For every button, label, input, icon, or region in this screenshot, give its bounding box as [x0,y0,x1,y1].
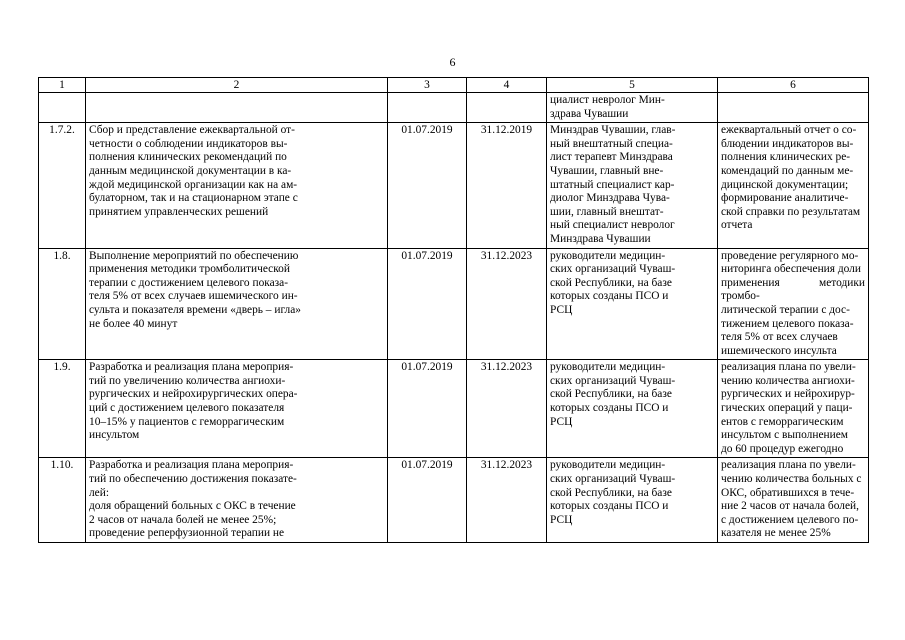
activities-table [38,77,869,543]
table-row [39,248,869,360]
end-date-cell: 31.12.2023 [467,360,547,458]
result-cell [718,93,869,123]
row-number: 1.10. [39,458,86,543]
end-date-cell: 31.12.2023 [467,248,547,360]
responsible-cell: циалист невролог Мин- здрава Чувашии [547,93,718,123]
start-date-cell [388,93,467,123]
activity-cell [86,93,388,123]
responsible-cell: руководители медицин- ских организаций Чуваш- ской Республики, на базе которых созданы ПСО и РСЦ [547,458,718,543]
start-date-cell: 01.07.2019 [388,123,467,248]
table-row [39,360,869,458]
row-number: 1.9. [39,360,86,458]
header-col-1: 1 [39,78,86,93]
header-col-2: 2 [86,78,388,93]
activity-cell: Разработка и реализация плана мероприя- тий по обеспечению достижения показате- лей: доля обращений больных с ОКС в течение 2 часов от начала болей не менее 25%; проведение реперфузионной терапии не [86,458,388,543]
header-col-4: 4 [467,78,547,93]
activity-cell: Выполнение мероприятий по обеспечению применения методики тромболитической терапии с достижением целевого показа- теля 5% от всех случаев ишемического ин- сульта и показателя времени «дверь – игла» не более 40 минут [86,248,388,360]
result-cell: проведение регулярного мо- ниторинга обеспечения доли применения методики тромбо- литической терапии с дос- тижением целевого показа- теля 5% от всех случаев ишемического инсульта [718,248,869,360]
responsible-cell: руководители медицин- ских организаций Чуваш- ской Республики, на базе которых созданы ПСО и РСЦ [547,248,718,360]
result-cell: реализация плана по увели- чению количества больных с ОКС, обратившихся в тече- ние 2 часов от начала болей, с достижением целевого по- казателя не менее 25% [718,458,869,543]
start-date-cell: 01.07.2019 [388,360,467,458]
page-number: 6 [449,55,456,69]
responsible-cell: руководители медицин- ских организаций Чуваш- ской Республики, на базе которых созданы ПСО и РСЦ [547,360,718,458]
header-col-6: 6 [718,78,869,93]
table-row [39,458,869,543]
activity-cell: Разработка и реализация плана мероприя- тий по увеличению количества ангиохи- рургических и нейрохирургических опера- ций с достижением целевого показателя 10–15% у пациентов с геморрагическим инсультом [86,360,388,458]
row-number: 1.8. [39,248,86,360]
row-number: 1.7.2. [39,123,86,248]
responsible-cell: Минздрав Чувашии, глав- ный внештатный специа- лист терапевт Минздрава Чувашии, главный вне- штатный специалист кар- диолог Минздрава Чува- шии, главный внештат- ный специалист невролог Минздрава Чувашии [547,123,718,248]
table-row [39,123,869,248]
table-header-row [39,78,869,93]
result-cell: ежеквартальный отчет о со- блюдении индикаторов вы- полнения клинических ре- комендаций по данным ме- дицинской документации; формирование аналитиче- ской справки по результатам отчета [718,123,869,248]
end-date-cell: 31.12.2023 [467,458,547,543]
end-date-cell [467,93,547,123]
result-cell: реализация плана по увели- чению количества ангиохи- рургических и нейрохирур- гических операций у паци- ентов с геморрагическим инсультом с выполнением до 60 процедур ежегодно [718,360,869,458]
header-col-3: 3 [388,78,467,93]
start-date-cell: 01.07.2019 [388,458,467,543]
end-date-cell: 31.12.2019 [467,123,547,248]
header-col-5: 5 [547,78,718,93]
activity-cell: Сбор и представление ежеквартальной от- четности о соблюдении индикаторов вы- полнения клинических рекомендаций по данным медицинской документации в ка- ждой медицинской организации как на ам- булаторном, так и на стационарном этапе с принятием управленческих решений [86,123,388,248]
row-number [39,93,86,123]
table-row [39,93,869,123]
start-date-cell: 01.07.2019 [388,248,467,360]
